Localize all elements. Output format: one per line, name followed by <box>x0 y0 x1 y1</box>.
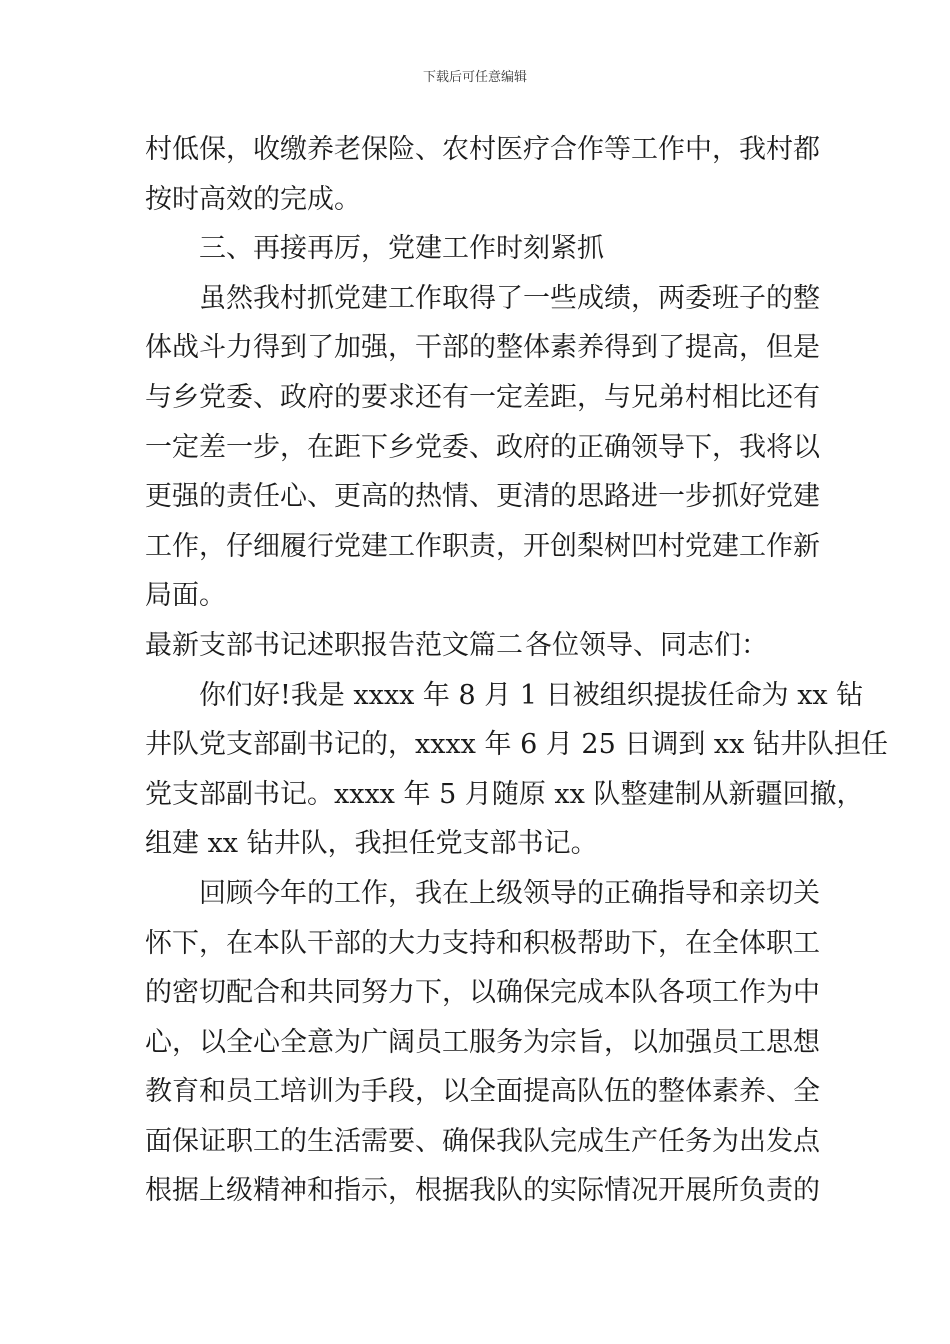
paragraph-line: 心，以全心全意为广阔员工服务为宗旨，以加强员工思想 <box>145 1026 820 1058</box>
paragraph-line: 面保证职工的生活需要、确保我队完成生产任务为出发点 <box>145 1125 820 1157</box>
section-heading: 三、再接再厉，党建工作时刻紧抓 <box>199 233 604 265</box>
paragraph-line: 村低保，收缴养老保险、农村医疗合作等工作中，我村都 <box>145 134 820 165</box>
paragraph-line: 工作，仔细履行党建工作职责，开创梨树凹村党建工作新 <box>145 530 820 562</box>
page-header: 下载后可任意编辑 <box>422 70 527 85</box>
paragraph-line: 与乡党委、政府的要求还有一定差距，与兄弟村相比还有 <box>145 381 820 413</box>
paragraph-line: 怀下，在本队干部的大力支持和积极帮助下，在全体职工 <box>145 927 820 959</box>
document-body <box>145 125 888 1216</box>
article-heading <box>145 621 810 671</box>
paragraph-line: 你们好!我是 xxxx 年 8 月 1 日被组织提拔任命为 xx 钻 <box>199 679 864 711</box>
paragraph-line: 回顾今年的工作，我在上级领导的正确指导和亲切关 <box>199 877 820 909</box>
paragraph-line: 党支部副书记。xxxx 年 5 月随原 xx 队整建制从新疆回撤， <box>145 778 864 810</box>
paragraph-line: 一定差一步，在距下乡党委、政府的正确领导下，我将以 <box>145 431 820 463</box>
paragraph-line: 的密切配合和共同努力下，以确保完成本队各项工作为中 <box>145 977 820 1009</box>
paragraph-line: 按时高效的完成。 <box>145 183 361 215</box>
paragraph-line: 井队党支部副书记的，xxxx 年 6 月 25 日调到 xx 钻井队担任 <box>145 729 888 761</box>
paragraph-line: 根据上级精神和指示，根据我队的实际情况开展所负责的 <box>145 1175 820 1207</box>
paragraph-line: 体战斗力得到了加强，干部的整体素养得到了提高，但是 <box>145 332 820 364</box>
greeting: 各位领导、同志们： <box>525 629 768 661</box>
paragraph-line: 虽然我村抓党建工作取得了一些成绩，两委班子的整 <box>199 282 820 314</box>
article-title: 最新支部书记述职报告范文篇二 <box>145 629 523 661</box>
paragraph-line: 教育和员工培训为手段，以全面提高队伍的整体素养、全 <box>145 1076 820 1108</box>
paragraph-line: 组建 xx 钻井队，我担任党支部书记。 <box>145 828 598 860</box>
paragraph-line: 更强的责任心、更高的热情、更清的思路进一步抓好党建 <box>145 481 820 513</box>
paragraph-line: 局面。 <box>145 580 226 612</box>
